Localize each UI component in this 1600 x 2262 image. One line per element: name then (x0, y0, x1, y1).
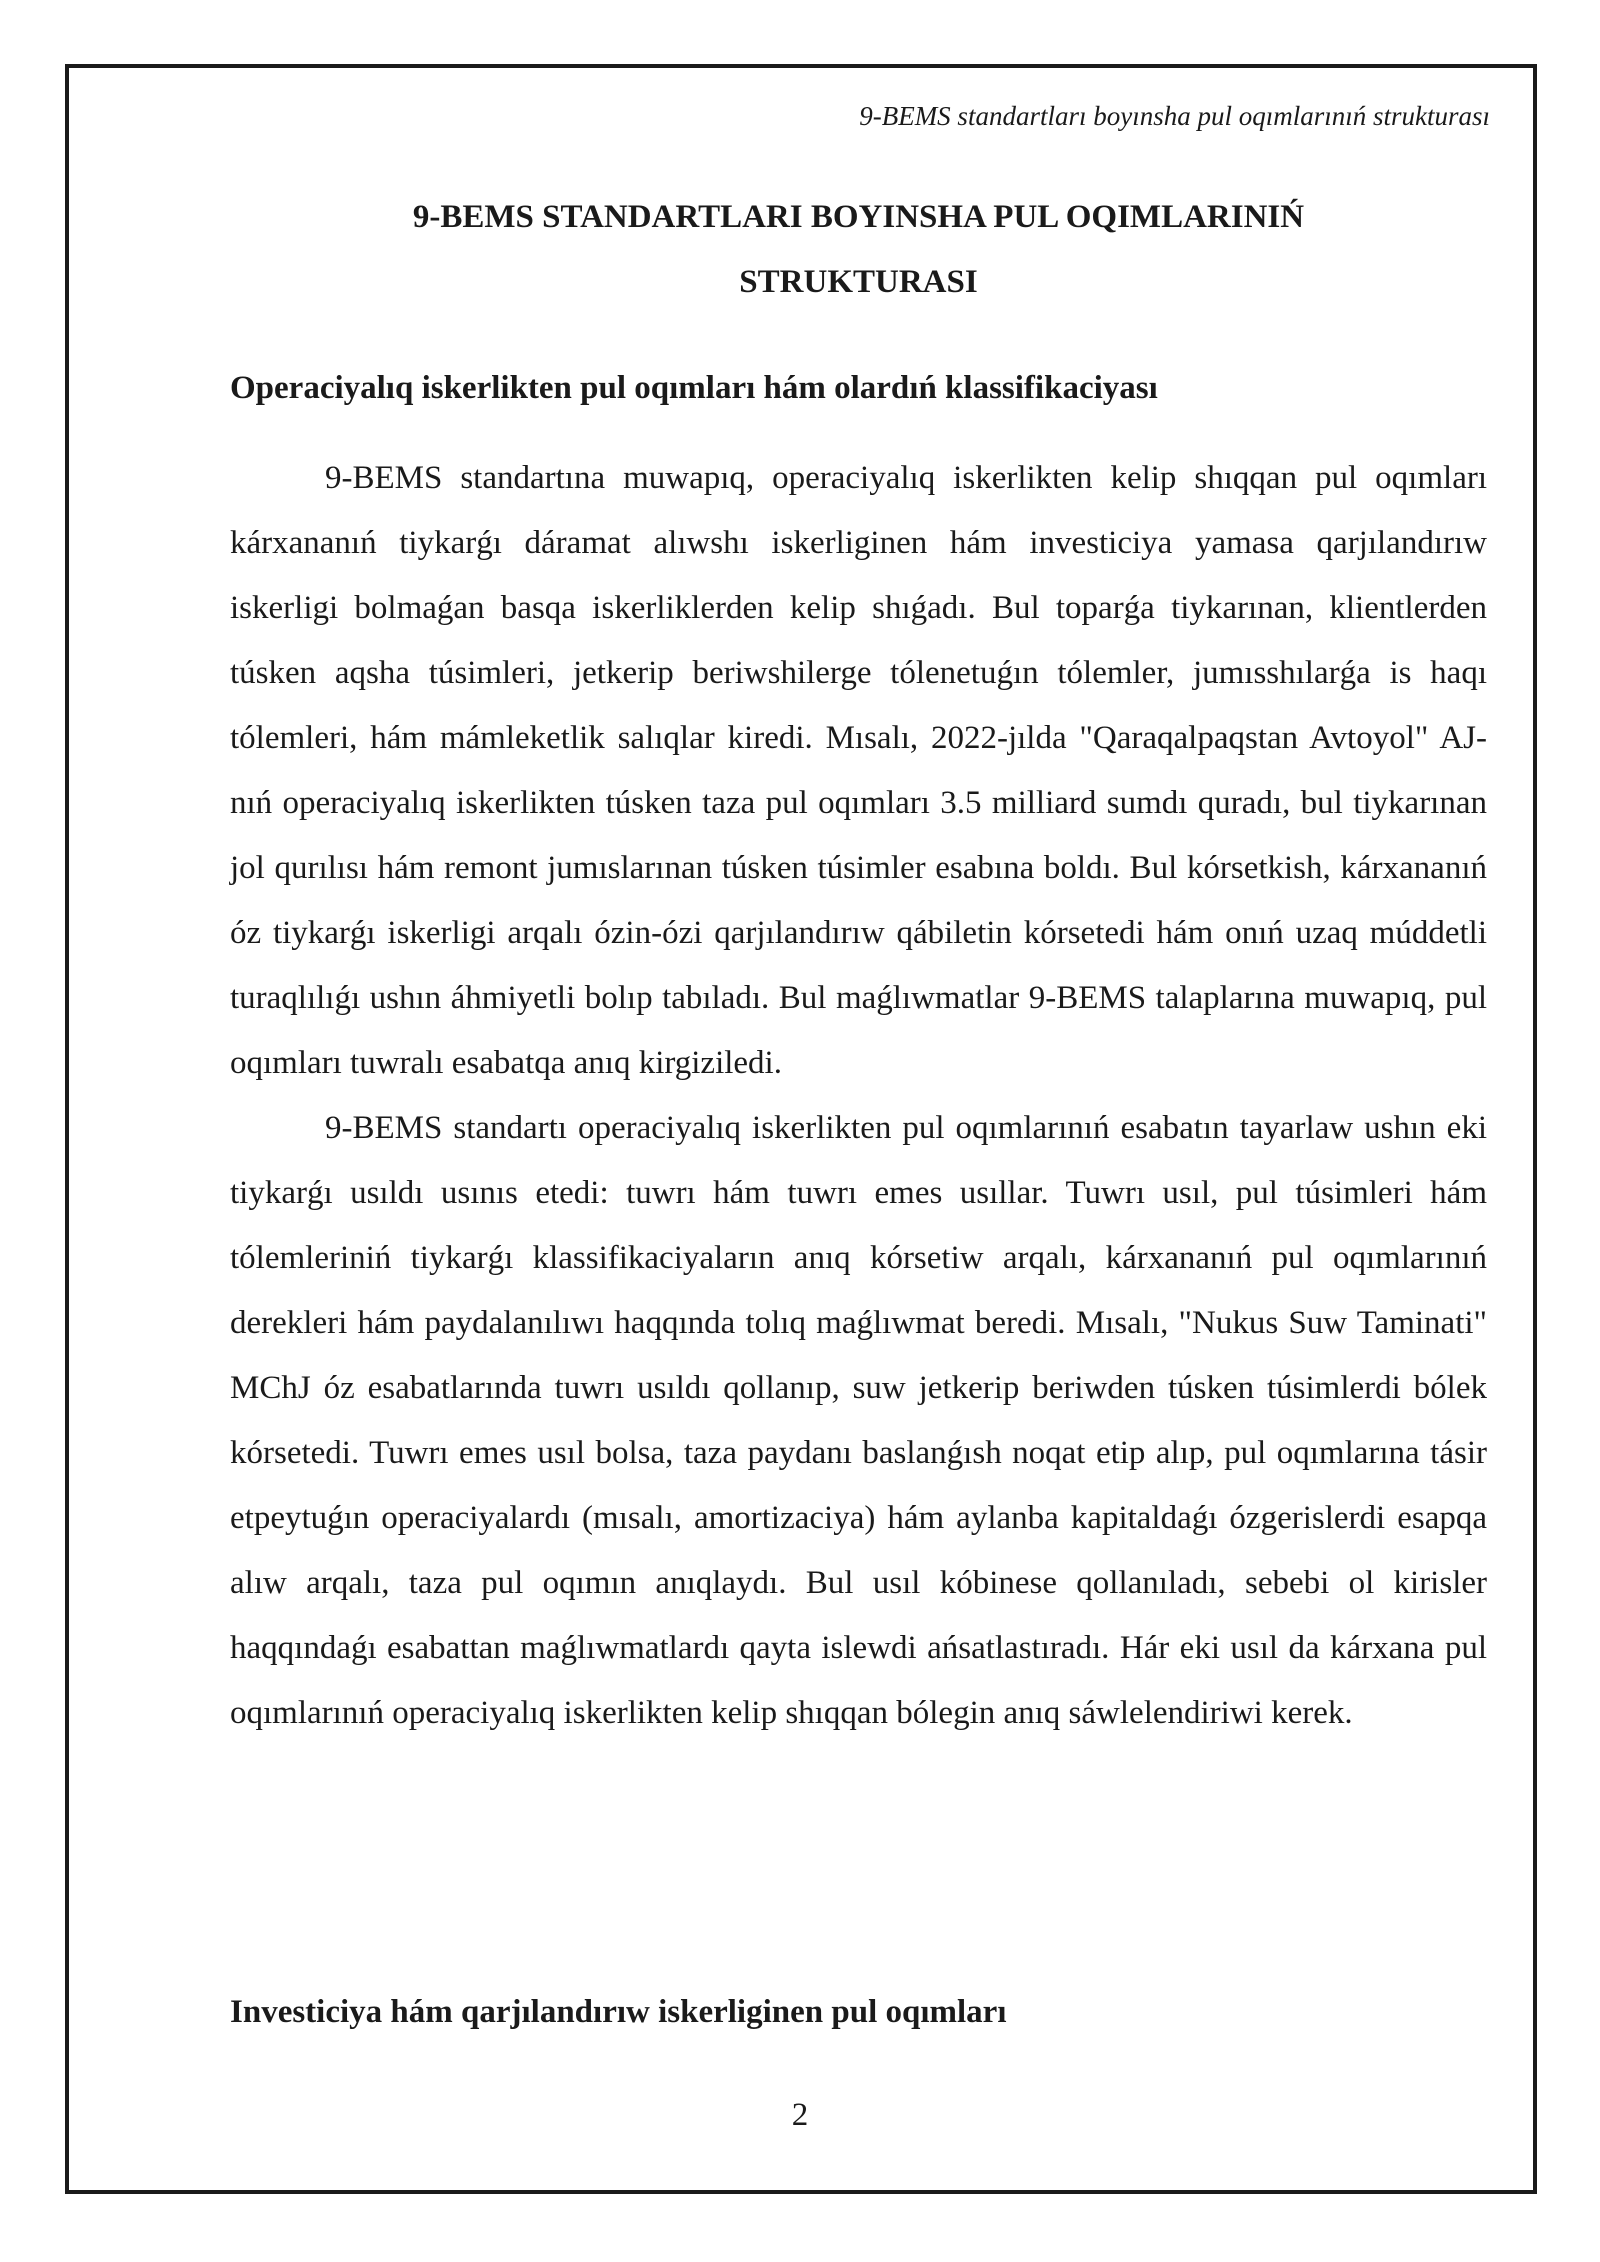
paragraph-2: 9-BEMS standartı operaciyalıq iskerlikten pul oqımlarınıń esabatın tayarlaw ushın eki tiykarǵı usıldı usınıs etedi: tuwrı hám tuwrı emes usıllar. Tuwrı usıl, pul túsimleri hám tólemleriniń tiykarǵı klassifikaciyaların anıq kórsetiw arqalı, kárxananıń pul oqımlarınıń derekleri hám paydalanılıwı haqqında tolıq maǵlıwmat beredi. Mısalı, "Nukus Suw Taminati" MChJ óz esabatlarında tuwrı usıldı qollanıp, suw jetkerip beriwden túsken túsimlerdi bólek kórsetedi. Tuwrı emes usıl bolsa, taza paydanı baslanǵısh noqat etip alıp, pul oqımlarına tásir etpeytuǵın operaciyalardı (mısalı, amortizaciya) hám aylanba kapitaldaǵı ózgerislerdi esapqa alıw arqalı, taza pul oqımın anıqlaydı. Bul usıl kóbinese qollanıladı, sebebi ol kirisler haqqındaǵı esabattan maǵlıwmatlardı qayta islewdi ańsatlastıradı. Hár eki usıl da kárxana pul oqımlarınıń operaciyalıq iskerlikten kelip shıqqan bólegin anıq sáwlelendiriwi kerek. (230, 1110, 1487, 1731)
paragraph-1: 9-BEMS standartına muwapıq, operaciyalıq iskerlikten kelip shıqqan pul oqımları kárxananıń tiykarǵı dáramat alıwshı iskerliginen hám investiciya yamasa qarjılandırıw iskerligi bolmaǵan basqa iskerliklerden kelip shıǵadı. Bul toparǵa tiykarınan, klientlerden túsken aqsha túsimleri, jetkerip beriwshilerge tólenetuǵın tólemler, jumısshılarǵa is haqı tólemleri, hám mámleketlik salıqlar kiredi. Mısalı, 2022-jılda "Qaraqalpaqstan Avtoyol" AJ-nıń operaciyalıq iskerlikten túsken taza pul oqımları 3.5 milliard sumdı quradı, bul tiykarınan jol qurılısı hám remont jumıslarınan túsken túsimler esabına boldı. Bul kórsetkish, kárxananıń óz tiykarǵı iskerligi arqalı ózin-ózi qarjılandırıw qábiletin kórsetedi hám onıń uzaq múddetli turaqlılıǵı ushın áhmiyetli bolıp tabıladı. Bul maǵlıwmatlar 9-BEMS talaplarına muwapıq, pul oqımları tuwralı esabatqa anıq kirgiziledi. (230, 460, 1487, 1081)
section-heading-investment: Investiciya hám qarjılandırıw iskerliginen pul oqımları (230, 1994, 1007, 2030)
section-heading-operational: Operaciyalıq iskerlikten pul oqımları hám olardıń klassifikaciyası (230, 370, 1158, 406)
document-title (230, 185, 1487, 315)
section-body-operational (230, 446, 1487, 1746)
page-number: 2 (791, 2097, 809, 2133)
running-header: 9-BEMS standartları boyınsha pul oqımlarınıń strukturası (859, 101, 1490, 131)
title-line-1: 9-BEMS STANDARTLARI BOYINSHA PUL OQIMLARINIŃ (412, 199, 1305, 235)
title-line-2: STRUKTURASI (739, 264, 978, 300)
